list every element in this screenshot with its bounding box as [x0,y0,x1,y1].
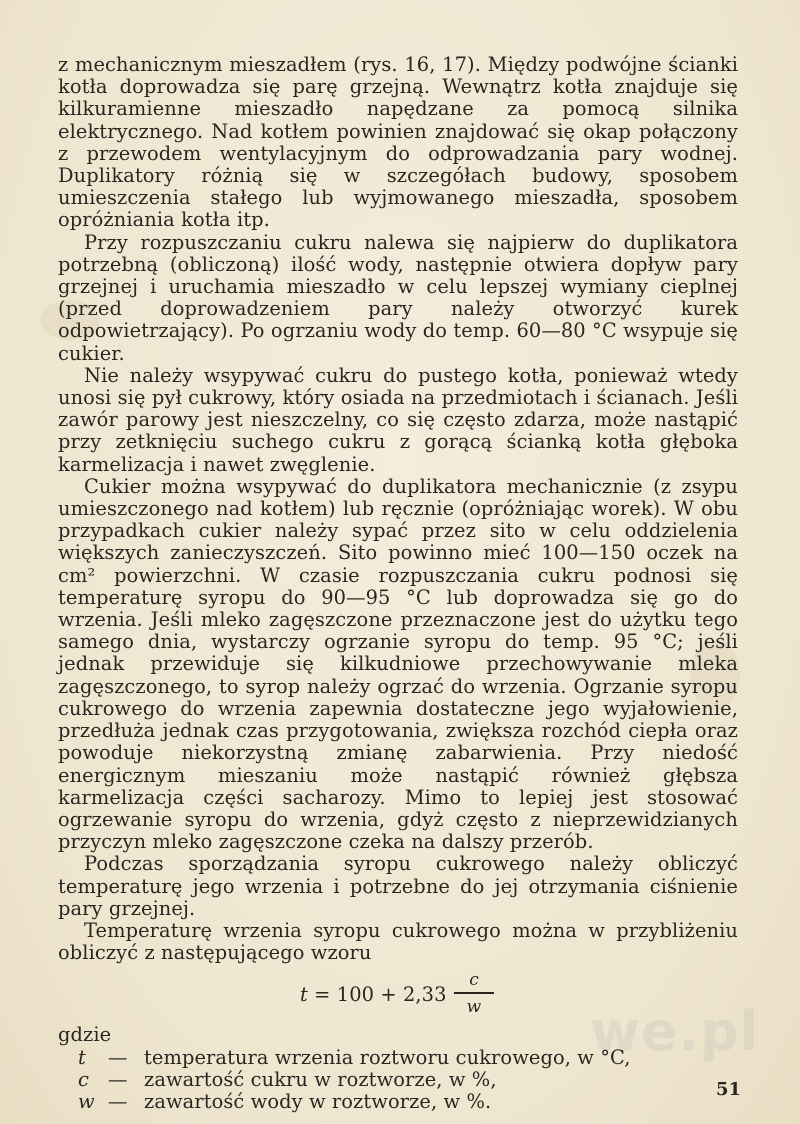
paragraph-2: Przy rozpuszczaniu cukru nalewa się najpierw do duplikatora potrzebną (obliczoną) ilość wody, następnie otwiera dopływ pary grzejnej i uruchamia mieszadło w celu lepszej wymiany cieplnej (przed doprowadzeniem pary należy otworzyć kurek odpowietrzający). Po ogrzaniu wody do temp. 60—80 °C wsypuje się cukier. [58,230,738,365]
legend-row [78,1091,738,1113]
legend-dash: — [108,1089,128,1113]
formula-expression: = 100 + 2,33 [307,983,447,1007]
formula-variable-t: t [300,983,308,1007]
watermark: we.pl [590,1000,760,1063]
formula-denominator: w [466,996,482,1017]
paragraph-3: Nie należy wsypywać cukru do pustego kotła, ponieważ wtedy unosi się pył cukrowy, który osiada na przedmiotach i ścianach. Jeśli zawór parowy jest nieszczelny, co się często zdarza, może nastąpić przy zetknięciu suchego cukru z gorącą ścianką kotła głęboka karmelizacja i nawet zwęglenie. [58,363,738,476]
body-text [58,54,738,1113]
legend-symbol: w [78,1089,95,1113]
paragraph-1: z mechanicznym mieszadłem (rys. 16, 17). Między podwójne ścianki kotła doprowadza się parę grzejną. Wewnątrz kotła znajduje się kilkuramienne mieszadło napędzane za pomocą silnika elektrycznego. Nad kotłem powinien znajdować się okap połączony z przewodem wentylacyjnym do odprowadzania pary wodnej. Duplikatory różnią się w szczegółach budowy, sposobem umieszczenia stałego lub wyjmowanego mieszadła, sposobem opróżniania kotła itp. [58,53,738,232]
legend-description: zawartość wody w roztworze, w %. [144,1089,492,1113]
paragraph-4: Cukier można wsypywać do duplikatora mechanicznie (z zsypu umieszczonego nad kotłem) lub ręcznie (opróżniając worek). W obu przypadkach cukier należy sypać przez sito w celu oddzielenia większych zanieczyszczeń. Sito powinno mieć 100—150 oczek na cm² powierzchni. W czasie rozpuszczania cukru podnosi się temperaturę syropu do 90—95 °C lub doprowadza się go do wrzenia. Jeśli mleko zagęszczone przeznaczone jest do użytku tego samego dnia, wystarczy ogrzanie syropu do temp. 95 °C; jeśli jednak przewiduje się kilkudniowe przechowywanie mleka zagęszczonego, to syrop należy ogrzać do wrzenia. Ogrzanie syropu cukrowego do wrzenia zapewnia dostateczne jego wyjałowienie, przedłuża jednak czas przygotowania, zwiększa rozchód ciepła oraz powoduje niekorzystną zmianę zabarwienia. Przy niedość energicznym mieszaniu może nastąpić również głębsza karmelizacja części sacharozy. Mimo to lepiej jest stosować ogrzewanie syropu do wrzenia, gdyż często z nieprzewidzianych przyczyn mleko zagęszczone czeka na dalszy przerób. [58,474,738,854]
legend-description: zawartość cukru w roztworze, w %, [144,1067,497,1091]
legend-intro: gdzie [58,1023,112,1047]
formula-left-side [300,984,447,1006]
boiling-temperature-formula [58,970,738,1024]
legend-row [78,1047,738,1069]
legend-symbol: c [78,1067,89,1091]
legend-dash: — [108,1045,128,1069]
formula-numerator: c [469,970,479,991]
legend-dash: — [108,1067,128,1091]
legend-symbol: t [78,1045,86,1069]
fraction-bar [454,992,494,994]
legend-row [78,1069,738,1091]
formula-fraction [454,970,494,1017]
paragraph-6: Temperaturę wrzenia syropu cukrowego można w przybliżeniu obliczyć z następującego wzoru [58,918,738,965]
legend-description: temperatura wrzenia roztworu cukrowego, w °C, [144,1045,631,1069]
page-number: 51 [716,1079,742,1100]
paragraph-5: Podczas sporządzania syropu cukrowego należy obliczyć temperaturę jego wrzenia i potrzebne do jej otrzymania ciśnienie pary grzejnej. [58,852,738,920]
